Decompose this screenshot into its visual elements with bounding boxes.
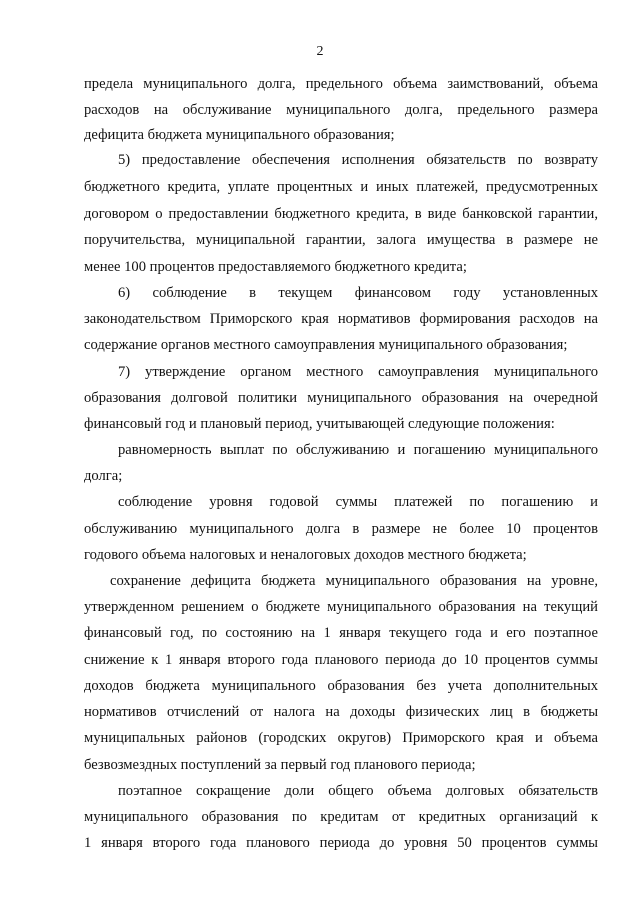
text-line: 5) предоставление обеспечения исполнения обязательств по возврату (118, 152, 598, 168)
text-line: дефицита бюджета муниципального образования; (84, 127, 395, 143)
text-line: 6) соблюдение в текущем финансовом году установленных (118, 285, 598, 301)
text-line: утвержденном решением о бюджете муниципального образования на текущий (84, 599, 598, 615)
text-line: соблюдение уровня годовой суммы платежей по погашению и (118, 494, 598, 510)
text-line: муниципальных районов (городских округов) Приморского края и объема (84, 730, 598, 746)
text-line: доходов бюджета муниципального образования без учета дополнительных (84, 678, 598, 694)
text-line: снижение к 1 января второго года планового периода до 10 процентов суммы (84, 652, 598, 668)
text-line: долга; (84, 468, 123, 484)
text-line: поэтапное сокращение доли общего объема долговых обязательств (118, 783, 598, 799)
text-line: поручительства, муниципальной гарантии, залога имущества в размере не (84, 232, 598, 248)
text-line: нормативов отчислений от налога на доходы физических лиц в бюджеты (84, 704, 598, 720)
text-line: законодательством Приморского края нормативов формирования расходов на (84, 311, 598, 327)
text-line: 1 января второго года планового периода до уровня 50 процентов суммы (84, 835, 598, 851)
text-line: обслуживанию муниципального долга в размере не более 10 процентов (84, 521, 598, 537)
text-line: предела муниципального долга, предельного объема заимствований, объема (84, 76, 598, 92)
text-line: менее 100 процентов предоставляемого бюджетного кредита; (84, 259, 467, 275)
text-line: договором о предоставлении бюджетного кредита, в виде банковской гарантии, (84, 206, 598, 222)
text-line: муниципального образования по кредитам от кредитных организаций к (84, 809, 598, 825)
text-line: расходов на обслуживание муниципального долга, предельного размера (84, 102, 598, 118)
text-line: 7) утверждение органом местного самоуправления муниципального (118, 364, 598, 380)
text-line: содержание органов местного самоуправления муниципального образования; (84, 337, 568, 353)
page-number: 2 (316, 44, 324, 59)
text-line: безвозмездных поступлений за первый год планового периода; (84, 757, 476, 773)
text-line: годового объема налоговых и неналоговых доходов местного бюджета; (84, 547, 527, 563)
text-line: финансовый год, по состоянию на 1 января текущего года и его поэтапное (84, 625, 598, 641)
text-line: сохранение дефицита бюджета муниципального образования на уровне, (110, 573, 598, 589)
text-line: финансовый год и плановый период, учитывающей следующие положения: (84, 416, 555, 432)
text-line: бюджетного кредита, уплате процентных и иных платежей, предусмотренных (84, 179, 598, 195)
text-line: равномерность выплат по обслуживанию и погашению муниципального (118, 442, 598, 458)
text-line: образования долговой политики муниципального образования на очередной (84, 390, 598, 406)
